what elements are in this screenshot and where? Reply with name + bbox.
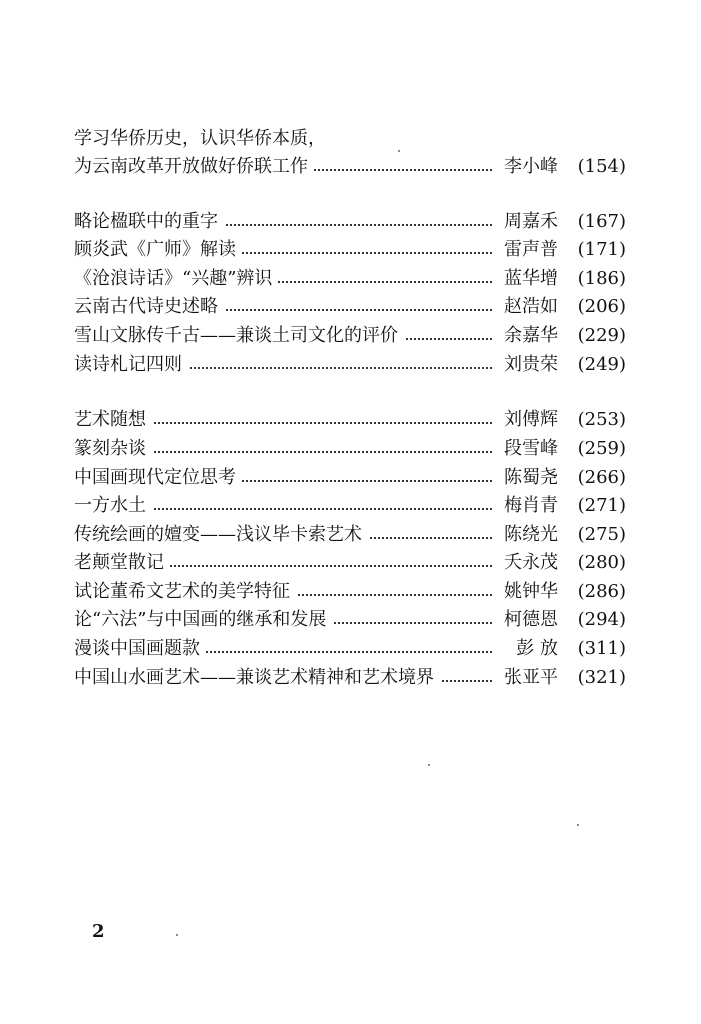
toc-entry-author: 雷声普 (494, 235, 558, 265)
toc-entry-title: 传统绘画的嬗变——浅议毕卡索艺术 (74, 520, 368, 550)
toc-entry-page: (249) (577, 354, 626, 375)
toc-entry-first-line: 学习华侨历史，认识华侨本质， (74, 128, 326, 149)
toc-entry-page: (294) (577, 609, 626, 630)
toc-entry-page: (229) (577, 325, 626, 346)
toc-entry-title: 云南古代诗史述略 (74, 292, 224, 322)
toc-entry-author: 李小峰 (494, 152, 558, 182)
toc-entry-page: (206) (577, 296, 626, 317)
toc-entry (74, 292, 626, 322)
toc-entry (74, 463, 626, 493)
toc-entry (74, 235, 626, 265)
toc-entry-page: (275) (577, 524, 626, 545)
page-number: 2 (92, 921, 105, 942)
toc-entry-title: 漫谈中国画题款 (74, 634, 206, 664)
scan-speck (176, 934, 178, 936)
toc-entry-title: 中国山水画艺术——兼谈艺术精神和艺术境界 (74, 663, 440, 693)
toc-entry-page: (154) (577, 156, 626, 177)
toc-entry-page: (266) (577, 467, 626, 488)
toc-entry-author: 陈蜀尧 (494, 463, 558, 493)
toc-entry-title: 老颠堂散记 (74, 548, 170, 578)
toc-entry (74, 577, 626, 607)
toc-entry-author: 夭永茂 (494, 548, 558, 578)
toc-entry-title: 略论楹联中的重字 (74, 207, 224, 237)
toc-entry-title: 论“六法”与中国画的继承和发展 (74, 605, 332, 635)
toc-entry-page: (253) (577, 409, 626, 430)
toc-entry-author: 彭 放 (494, 634, 558, 664)
toc-entry-page: (167) (577, 211, 626, 232)
toc-entry (74, 321, 626, 351)
scan-speck (398, 150, 400, 152)
toc-entry-author: 余嘉华 (494, 321, 558, 351)
toc-entry (74, 405, 626, 435)
toc-entry-title: 顾炎武《广师》解读 (74, 235, 242, 265)
toc-entry (74, 152, 626, 182)
toc-entry (74, 207, 626, 237)
toc-entry (74, 605, 626, 635)
toc-entry-page: (280) (577, 552, 626, 573)
toc-entry (74, 264, 626, 294)
toc-entry (74, 520, 626, 550)
toc-entry (74, 491, 626, 521)
toc-entry-page: (321) (577, 667, 626, 688)
toc-entry-author: 周嘉禾 (494, 207, 558, 237)
toc-entry-title: 艺术随想 (74, 405, 152, 435)
toc-entry-title: 中国画现代定位思考 (74, 463, 242, 493)
toc-entry-title: 《沧浪诗话》“兴趣”辨识 (74, 264, 278, 294)
toc-entry-title: 一方水土 (74, 491, 152, 521)
toc-entry-title: 试论董希文艺术的美学特征 (74, 577, 296, 607)
toc-entry (74, 350, 626, 380)
toc-entry-author: 姚钟华 (494, 577, 558, 607)
toc-entry (74, 434, 626, 464)
toc-entry (74, 663, 626, 693)
toc-entry-author: 刘贵荣 (494, 350, 558, 380)
toc-entry (74, 548, 626, 578)
toc-entry-page: (311) (577, 638, 626, 659)
toc-entry (74, 634, 626, 664)
scan-speck (428, 764, 430, 766)
toc-entry-author: 蓝华增 (494, 264, 558, 294)
toc-entry-author: 张亚平 (494, 663, 558, 693)
toc-entry-title: 篆刻杂谈 (74, 434, 152, 464)
toc-entry-title: 雪山文脉传千古——兼谈土司文化的评价 (74, 321, 404, 351)
toc-entry-author: 刘傅辉 (494, 405, 558, 435)
toc-entry-page: (186) (577, 268, 626, 289)
toc-entry-author: 陈绕光 (494, 520, 558, 550)
toc-entry-title: 读诗札记四则 (74, 350, 188, 380)
toc-entry-page: (286) (577, 581, 626, 602)
toc-entry-author: 梅肖青 (494, 491, 558, 521)
toc-entry-page: (171) (577, 239, 626, 260)
toc-entry-title: 为云南改革开放做好侨联工作 (74, 152, 314, 182)
toc-entry-author: 柯德恩 (494, 605, 558, 635)
toc-entry-author: 赵浩如 (494, 292, 558, 322)
toc-entry-page: (271) (577, 495, 626, 516)
toc-entry-author: 段雪峰 (494, 434, 558, 464)
scan-speck (577, 824, 579, 826)
toc-entry-page: (259) (577, 438, 626, 459)
